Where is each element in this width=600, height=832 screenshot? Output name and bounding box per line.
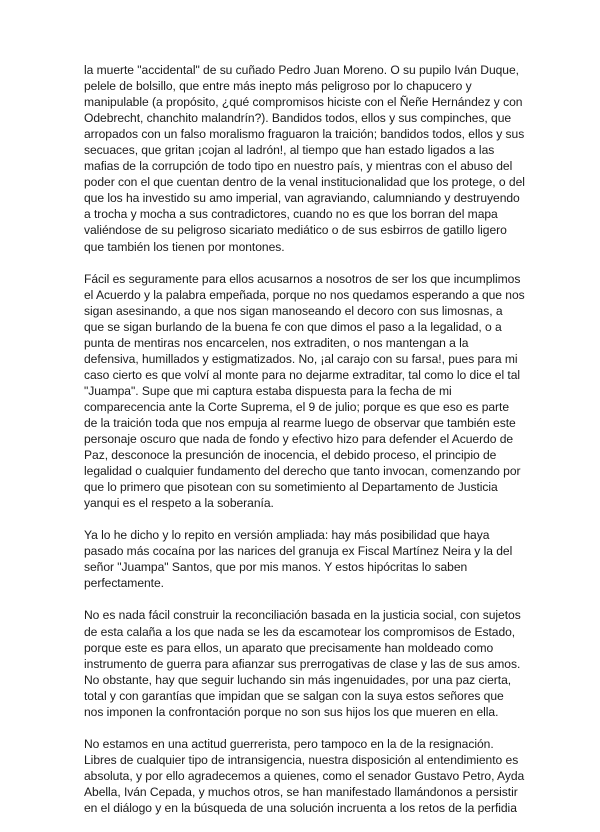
text-line: a trocha y mocha a sus contradictores, cuando no es que los borran del mapa	[84, 207, 498, 222]
text-line: absoluta, y por ello agradecemos a quienes, como el senador Gustavo Petro, Ayda	[84, 768, 525, 783]
text-line: caso cierto es que volví al monte para no dejarme extraditar, tal como lo dice el tal	[84, 367, 521, 382]
text-line: que lo primero que pisotean con su sometimiento al Departamento de Justicia	[84, 480, 498, 495]
text-line: que también los tienen por montones.	[84, 239, 285, 254]
text-line: legalidad o cualquier fundamento del derecho que tanto invocan, comenzando por	[84, 464, 521, 479]
text-line: defensiva, humillados y estigmatizados. No, ¡al carajo con su farsa!, pues para mi	[84, 351, 518, 366]
text-line: nos imponen la confrontación porque no son sus hijos los que mueren en ella.	[84, 704, 499, 719]
text-line: No es nada fácil construir la reconciliación basada en la justicia social, con sujetos	[84, 608, 521, 623]
document-body	[84, 62, 524, 832]
text-line: porque este es para ellos, un aparato que precisamente han moldeado como	[84, 640, 494, 655]
text-line: que se sigan burlando de la buena fe con que dimos el paso a la legalidad, o a	[84, 319, 502, 334]
paragraph	[84, 271, 524, 512]
text-line: el Acuerdo y la palabra empeñada, porque no nos quedamos esperando a que nos	[84, 287, 525, 302]
text-line: señor "Juampa" Santos, que por mis manos. Y estos hipócritas lo saben	[84, 560, 468, 575]
text-line: manipulable (a propósito, ¿qué compromisos hiciste con el Ñeñe Hernández y con	[84, 95, 523, 110]
text-line: yanqui es el respeto a la soberanía.	[84, 496, 274, 511]
text-line: "Juampa". Supe que mi captura estaba dispuesta para la fecha de mi	[84, 383, 452, 398]
text-line: instrumento de guerra para afianzar sus prerrogativas de clase y las de sus amos.	[84, 656, 521, 671]
paragraph	[84, 62, 524, 255]
text-line: Abella, Iván Cepada, y muchos otros, se han manifestado llamándonos a persistir	[84, 784, 518, 799]
text-line: No obstante, hay que seguir luchando sin más ingenuidades, por una paz cierta,	[84, 672, 512, 687]
text-line: personaje oscuro que nada de fondo y efectivo hizo para defender el Acuerdo de	[84, 432, 514, 447]
paragraph	[84, 607, 524, 719]
text-line: en el diálogo y en la búsqueda de una solución incruenta a los retos de la perfidia	[84, 800, 517, 815]
text-line: Libres de cualquier tipo de intransigencia, nuestra disposición al entendimiento es	[84, 752, 519, 767]
text-line: secuaces, que gritan ¡cojan al ladrón!, al tiempo que han estado ligados a las	[84, 143, 495, 158]
text-line: punta de mentiras nos encarcelen, nos extraditen, o nos mantengan a la	[84, 335, 469, 350]
text-line: arropados con un falso moralismo fraguaron la traición; bandidos todos, ellos y sus	[84, 127, 525, 142]
text-line: total y con garantías que impidan que se salgan con la suya estos señores que	[84, 688, 504, 703]
text-line: mafias de la corrupción de todo tipo en nuestro país, y mientras con el abuso del	[84, 159, 513, 174]
text-line: de esta calaña a los que nada se les da escamotear los compromisos de Estado,	[84, 624, 516, 639]
text-line: poder con el que cuentan dentro de la venal institucionalidad que los protege, o del	[84, 175, 525, 190]
text-line: valiéndose de su peligroso sicariato mediático o de sus esbirros de gatillo ligero	[84, 223, 507, 238]
text-line: pasado más cocaína por las narices del granuja ex Fiscal Martínez Neira y la del	[84, 544, 513, 559]
text-line: Odebrecht, chanchito malandrín?). Bandidos todos, ellos y sus compinches, que	[84, 111, 512, 126]
text-line: comparecencia ante la Corte Suprema, el 9 de julio; porque es que eso es parte	[84, 399, 510, 414]
text-line: perfectamente.	[84, 576, 164, 591]
text-line: No estamos en una actitud guerrerista, pero tampoco en la de la resignación.	[84, 736, 494, 751]
text-line: Paz, desconoce la presunción de inocencia, el debido proceso, el principio de	[84, 448, 497, 463]
text-line: pelele de bolsillo, que entre más inepto más peligroso por lo chapucero y	[84, 79, 472, 94]
text-line: sigan asesinando, a que nos sigan manoseando el decoro con sus limosnas, a	[84, 303, 503, 318]
text-line: Ya lo he dicho y lo repito en versión ampliada: hay más posibilidad que haya	[84, 528, 490, 543]
text-line: Fácil es seguramente para ellos acusarnos a nosotros de ser los que incumplimos	[84, 271, 521, 286]
text-line: de la traición toda que nos empuja al rearme luego de observar que también este	[84, 415, 516, 430]
text-line: la muerte "accidental" de su cuñado Pedro Juan Moreno. O su pupilo Iván Duque,	[84, 63, 519, 77]
text-line: que los ha investido su amo imperial, van agraviando, calumniando y destruyendo	[84, 191, 520, 206]
paragraph	[84, 527, 524, 591]
